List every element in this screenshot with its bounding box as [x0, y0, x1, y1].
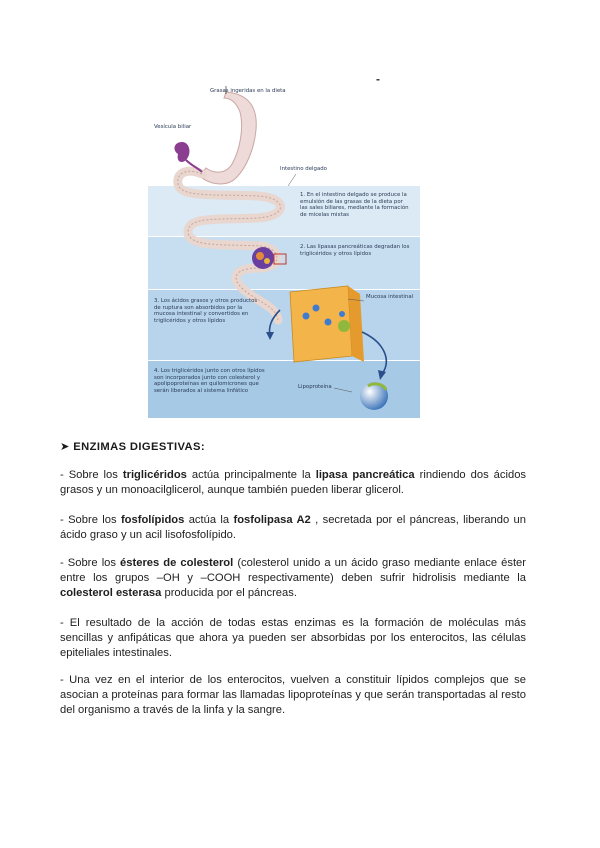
label-lipoprotein: Lipoproteína [298, 384, 332, 390]
section-heading: ➤ ENZIMAS DIGESTIVAS: [60, 441, 205, 453]
stomach-shape [200, 92, 256, 184]
step4-text: 4. Los triglicéridos junto con otros lípidos son incorporados junto con colesterol y apolipoproteínas en quilomicrones que serán liberados al sistema linfático [154, 368, 265, 394]
label-intestine: Intestino delgado [280, 166, 327, 172]
paragraph-phospholipids: - Sobre los fosfolípidos actúa la fosfolipasa A2 , secretada por el páncreas, liberando un ácido graso y un acil lisofosfolípido. [60, 514, 526, 542]
paragraph-result: - El resultado de la acción de todas estas enzimas es la formación de moléculas más sencillas y anfipáticas que ahora ya pueden ser absorbidas por los enterocitos, las células epiteliales intestinales. [60, 617, 526, 660]
paragraph-cholesterol-esters: - Sobre los ésteres de colesterol (colesterol unido a un ácido graso mediante enlace éster entre los grupos –OH y –COOH respectivamente) deben sufrir hidrolisis mediante la colesterol esterasa producida por el páncreas. [60, 557, 526, 600]
label-mucosa: Mucosa intestinal [366, 294, 414, 300]
step3-text: 3. Los ácidos grasos y otros productos de ruptura son absorbidos por la mucosa intestinal y convertidos en triglicéridos y otros lípidos [154, 298, 258, 324]
step2-text: 2. Las lipasas pancreáticas degradan los triglicéridos y otros lípidos [300, 244, 410, 257]
paragraph-triglycerides: - Sobre los triglicéridos actúa principalmente la lipasa pancreática rindiendo dos ácidos grasos y un monoacilglicerol, aunque también pueden liberar glicerol. [60, 469, 527, 497]
gallbladder-shape [175, 142, 190, 162]
chylomicron-blob [338, 320, 350, 332]
label-top: Grasas ingeridas en la dieta [210, 88, 286, 94]
label-gallbladder: Vesícula biliar [154, 124, 192, 130]
lipid-digestion-figure [148, 80, 420, 418]
paragraph-enterocytes: - Una vez en el interior de los enterocitos, vuelven a constituir lípidos complejos que se asocian a proteínas para formar las llamadas lipoproteínas y que serán transportadas al resto del organismo a través de la linfa y la sangre. [60, 674, 526, 717]
step1-text: 1. En el intestino delgado se produce la emulsión de las grasas de la dieta por las sales biliares, mediante la formación de micelas mixtas [300, 192, 409, 218]
page-mark: - [376, 72, 380, 86]
